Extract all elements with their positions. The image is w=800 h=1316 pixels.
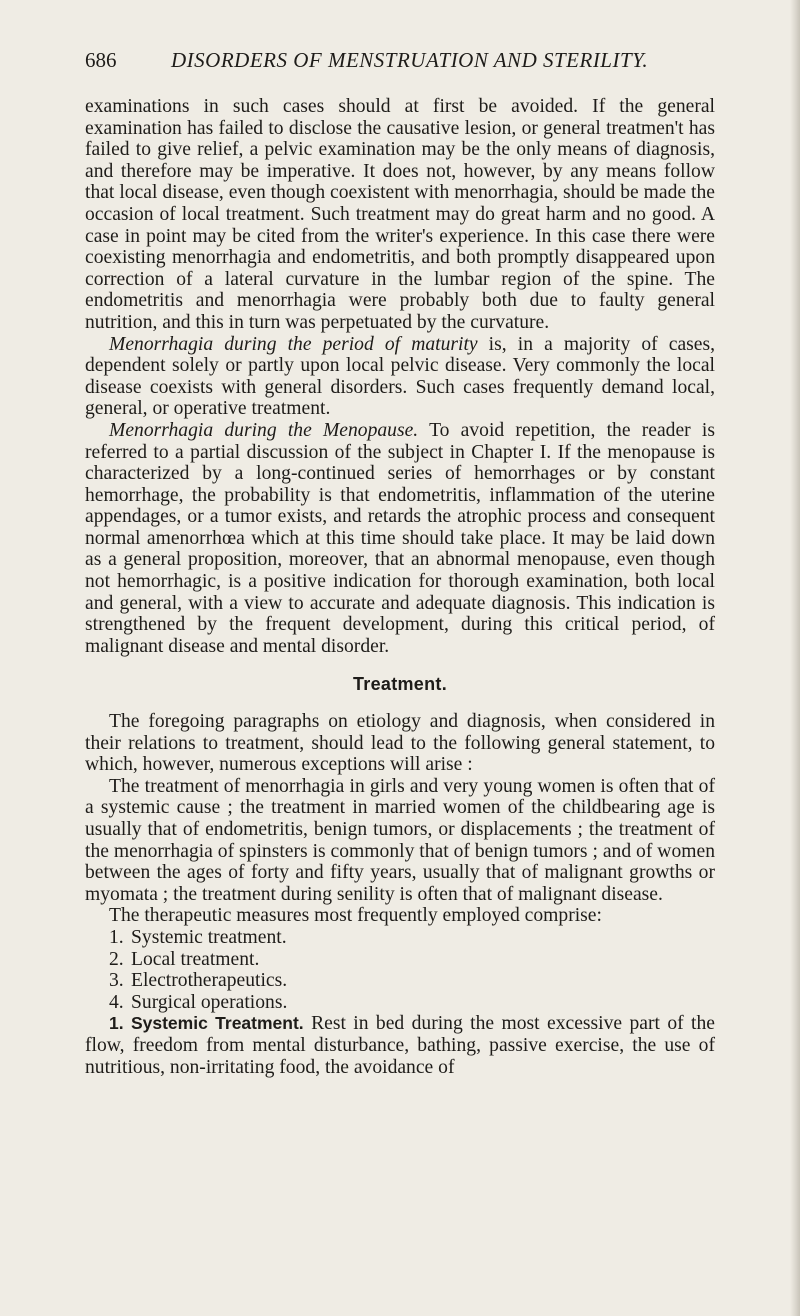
paragraph-systemic-treatment [85,1013,715,1078]
list-item [85,927,715,949]
running-head [85,44,715,76]
paragraph-continuation: examinations in such cases should at first be avoided. If the general examination has failed to disclose the causative lesion, or general treatmen't has failed to give relief, a pelvic examination may be the only means of diagnosis, and therefore may be imperative. It does not, however, by any means follow that local disease, even though coexistent with menorrhagia, should be made the occasion of local treatment. Such treatment may do great harm and no good. A case in point may be cited from the writer's experience. In this case there were coexisting menorrhagia and endometritis, and both promptly disappeared upon correction of a lateral curvature in the lumbar region of the spine. The endometritis and menorrhagia were probably both due to faulty general nutrition, and this in turn was perpetuated by the curvature. [85,96,715,333]
page-number: 686 [85,48,117,72]
paragraph-menorrhagia-menopause [85,420,715,658]
therapeutic-measures-list [85,927,715,1013]
list-number: 3. [109,970,124,992]
paragraph-menorrhagia-maturity [85,334,715,420]
paragraph-text: To avoid repetition, the reader is referred to a partial discussion of the subject in Chapter I. If the menopause is characterized by a long-continued series of hemorrhages or by constant hemorrhage, the probability is that endometritis, inflammation of the uterine appendages, or a tumor exists, and retards the atrophic process and consequent normal amenorrhœa which at this time should take place. It may be laid down as a general proposition, moreover, that an abnormal menopause, even though not hemorrhagic, is a positive indication for thorough examination, both local and general, with a view to accurate and adequate diagnosis. This indication is strengthened by the frequent development, during this critical period, of malignant disease and mental disorder. [85,419,715,657]
running-title: DISORDERS OF MENSTRUATION AND STERILITY. [171,48,649,72]
list-number: 4. [109,991,124,1013]
list-number: 1. [109,926,124,948]
section-heading-treatment: Treatment. [352,674,448,695]
run-in-heading: 1. Systemic Treatment. [109,1013,304,1034]
page-edge-shadow [790,0,800,1316]
paragraph-text: is, in a majority of cases, dependent solely or partly upon local pelvic disease. Very commonly the local disease coexists with general disorders. Such cases frequently demand local, general, or operative treatment. [85,333,715,420]
list-text: Systemic treatment. [131,926,287,948]
list-text: Surgical operations. [131,991,288,1013]
list-item [85,992,715,1014]
run-in-heading: Menorrhagia during the Menopause. [109,419,419,441]
list-item [85,949,715,971]
list-item [85,970,715,992]
list-text: Electrotherapeutics. [131,970,288,992]
body-text [85,96,715,1078]
paragraph-treatment-intro: The foregoing paragraphs on etiology and diagnosis, when considered in their relations to treatment, should lead to the following general statement, to which, however, numerous exceptions will arise : [85,711,715,776]
paragraph-therapeutic-measures: The therapeutic measures most frequently employed comprise: [109,905,602,927]
paragraph-treatment-by-age: The treatment of menorrhagia in girls and very young women is often that of a systemic cause ; the treatment in married women of the childbearing age is usually that of endometritis, benign tumors, or displacements ; the treatment of the menorrhagia of spinsters is commonly that of benign tumors ; and of women between the ages of forty and fifty years, usually that of malignant growths or myomata ; the treatment during senility is often that of malignant disease. [85,775,715,905]
list-text: Local treatment. [131,948,260,970]
paragraph-text: Rest in bed during the most excessive part of the flow, freedom from mental disturbance, bathing, passive exercise, the use of nutritious, non-irritating food, the avoidance of [85,1013,715,1078]
list-number: 2. [109,948,124,970]
run-in-heading: Menorrhagia during the period of maturity [109,333,478,355]
